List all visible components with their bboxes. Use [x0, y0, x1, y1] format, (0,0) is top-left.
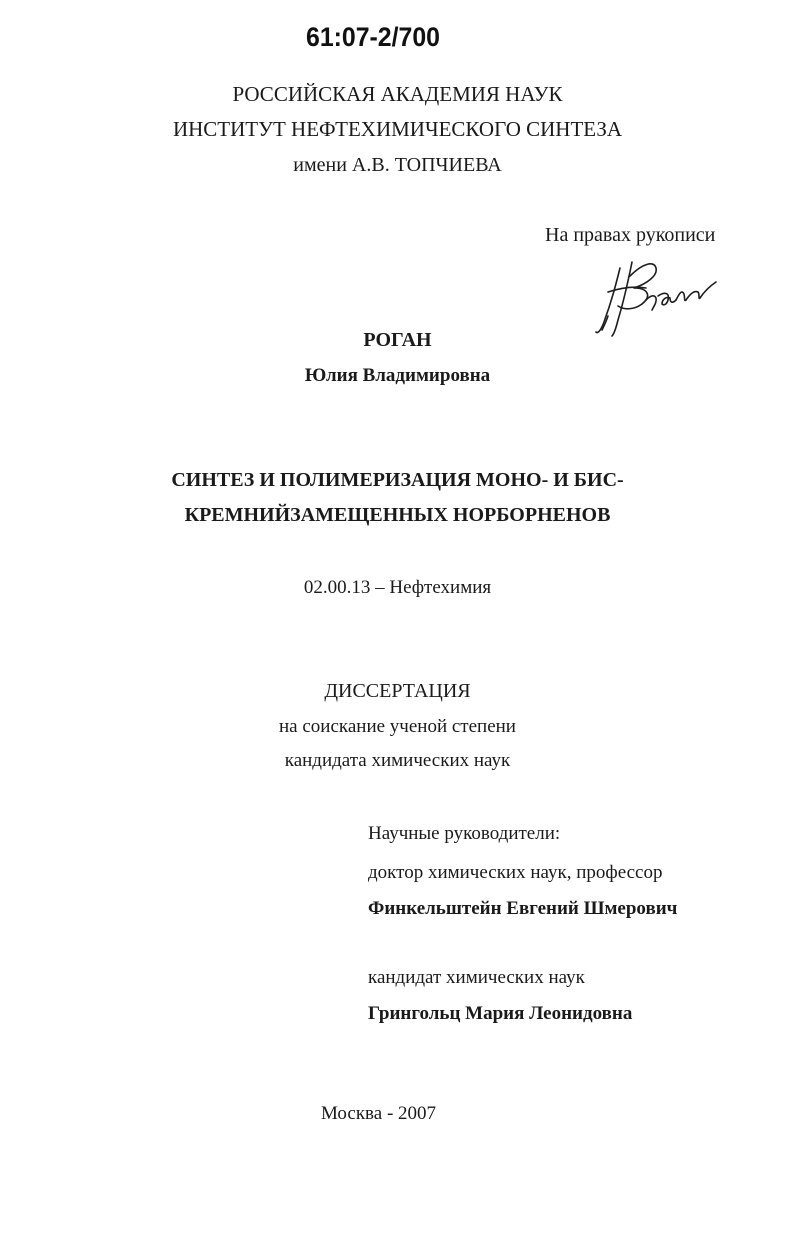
work-type-degree-line2: кандидата химических наук [284, 750, 511, 771]
supervisor1-degree: доктор химических наук, профессор [368, 862, 663, 883]
supervisors-heading: Научные руководители: [368, 823, 561, 844]
institution-named-after: имени А.В. ТОПЧИЕВА [293, 154, 502, 176]
work-type-heading: ДИССЕРТАЦИЯ [324, 680, 471, 702]
author-given-names: Юлия Владимировна [304, 365, 491, 386]
dissertation-title-line2: КРЕМНИЙЗАМЕЩЕННЫХ НОРБОРНЕНОВ [184, 504, 611, 526]
specialty-code: 02.00.13 – Нефтехимия [303, 577, 492, 598]
work-type-degree-line1: на соискание ученой степени [279, 716, 516, 737]
supervisor2-name: Грингольц Мария Леонидовна [368, 1003, 633, 1024]
manuscript-rights-note: На правах рукописи [545, 224, 716, 246]
institution-academy: РОССИЙСКАЯ АКАДЕМИЯ НАУК [232, 82, 563, 106]
author-surname: РОГАН [363, 329, 432, 351]
institution-institute: ИНСТИТУТ НЕФТЕХИМИЧЕСКОГО СИНТЕЗА [172, 117, 623, 141]
registration-code: 61:07-2/700 [306, 22, 440, 52]
supervisor1-name: Финкельштейн Евгений Шмерович [368, 898, 678, 919]
dissertation-title-line1: СИНТЕЗ И ПОЛИМЕРИЗАЦИЯ МОНО- И БИС- [171, 469, 624, 491]
place-and-year: Москва - 2007 [321, 1103, 437, 1124]
supervisor2-degree: кандидат химических наук [368, 967, 585, 988]
